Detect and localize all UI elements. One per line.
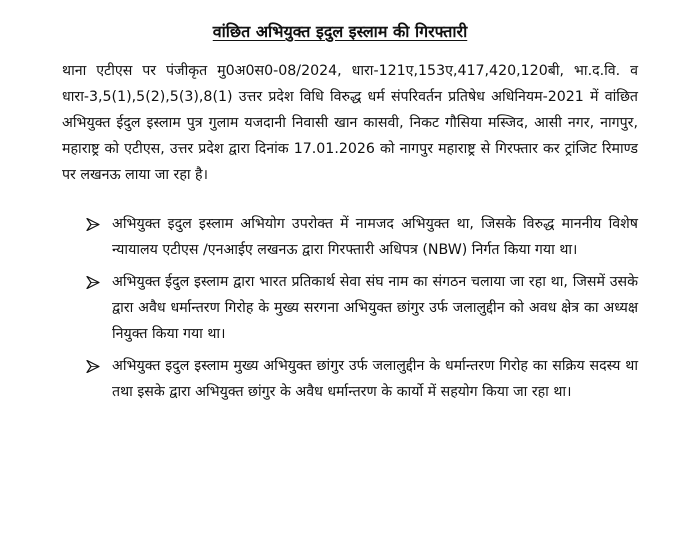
bullet-list <box>86 211 638 411</box>
list-item <box>86 211 638 263</box>
arrow-bullet-icon <box>86 211 104 237</box>
document-title <box>0 20 680 44</box>
list-item <box>86 269 638 347</box>
arrow-bullet-icon <box>86 353 104 379</box>
arrow-bullet-icon <box>86 269 104 295</box>
document-title-text: वांछित अभियुक्त इदुल इस्लाम की गिरफ्तारी <box>212 22 468 41</box>
list-item-text: अभियुक्त ईदुल इस्लाम द्वारा भारत प्रतिकार्थ सेवा संघ नाम का संगठन चलाया जा रहा था, जिसमें उसके द्वारा अवैध धर्मान्तरण गिरोह के मुख्य सरगना अभियुक्त छांगुर उर्फ जलालुद्दीन को अवध क्षेत्र का अध्यक्ष नियुक्त किया गया था। <box>112 274 638 342</box>
list-item <box>86 353 638 405</box>
intro-paragraph: थाना एटीएस पर पंजीकृत मु0अ0स0-08/2024, धारा-121ए,153ए,417,420,120बी, भा.द.वि. व धारा-3,5(1),5(2),5(3),8(1) उत्तर प्रदेश विधि विरुद्ध धर्म संपरिवर्तन प्रतिषेध अधिनियम-2021 में वांछित अभियुक्त ईदुल इस्लाम पुत्र गुलाम यजदानी निवासी खान कासवी, निकट गौसिया मस्जिद, आसी नगर, नागपुर, महाराष्ट्र को एटीएस, उत्तर प्रदेश द्वारा दिनांक 17.01.2026 को नागपुर महाराष्ट्र से गिरफ्तार कर ट्रांजिट रिमाण्ड पर लखनऊ लाया जा रहा है। <box>62 63 638 183</box>
list-item-text: अभियुक्त इदुल इस्लाम अभियोग उपरोक्त में नामजद अभियुक्त था, जिसके विरुद्ध माननीय विशेष न्यायालय एटीएस /एनआईए लखनऊ द्वारा गिरफ्तारी अधिपत्र (NBW) निर्गत किया गया था। <box>112 216 638 258</box>
list-item-text: अभियुक्त इदुल इस्लाम मुख्य अभियुक्त छांगुर उर्फ जलालुद्दीन के धर्मान्तरण गिरोह का सक्रिय सदस्य था तथा इसके द्वारा अभियुक्त छांगुर के अवैध धर्मान्तरण के कार्यो में सहयोग किया जा रहा था। <box>112 358 638 400</box>
